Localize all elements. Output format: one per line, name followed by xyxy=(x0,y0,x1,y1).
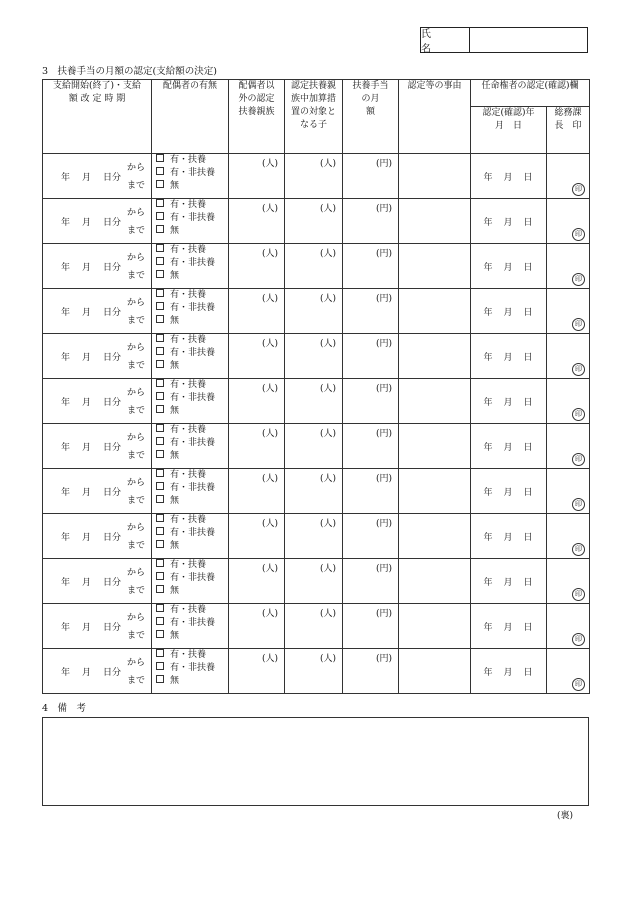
period-cell[interactable]: 年 月 日分 から まで xyxy=(43,514,152,559)
col-monthly: 扶養手当の月 額 xyxy=(343,80,399,154)
table-row xyxy=(43,334,590,379)
checkbox[interactable] xyxy=(156,392,164,400)
checkbox[interactable] xyxy=(156,225,164,233)
col-auth-date: 認定(確認)年 月 日 xyxy=(471,107,547,154)
seal-icon: 印 xyxy=(572,633,585,646)
seal-cell[interactable] xyxy=(547,514,590,559)
spouse-cell: 有・扶養 有・非扶養 無 xyxy=(152,424,229,469)
col-authority: 任命権者の認定(確認)欄 xyxy=(471,80,590,107)
dependents-cell[interactable]: (人) xyxy=(229,244,285,289)
seal-icon: 印 xyxy=(572,318,585,331)
dependents-cell[interactable]: (人) xyxy=(229,469,285,514)
checkbox[interactable] xyxy=(156,540,164,548)
children-cell[interactable]: (人) xyxy=(285,334,343,379)
spouse-cell: 有・扶養 有・非扶養 無 xyxy=(152,469,229,514)
monthly-cell[interactable]: (円) xyxy=(343,199,399,244)
spouse-cell: 有・扶養 有・非扶養 無 xyxy=(152,334,229,379)
monthly-cell[interactable]: (円) xyxy=(343,649,399,694)
table-row xyxy=(43,559,590,604)
auth-date-cell[interactable]: 年 月 日 xyxy=(471,244,547,289)
checkbox[interactable] xyxy=(156,604,164,612)
children-cell[interactable]: (人) xyxy=(285,199,343,244)
reason-cell[interactable] xyxy=(399,469,471,514)
remarks-field[interactable] xyxy=(42,717,589,806)
auth-date-cell[interactable]: 年 月 日 xyxy=(471,559,547,604)
period-cell[interactable]: 年 月 日分 から まで xyxy=(43,154,152,199)
reason-cell[interactable] xyxy=(399,199,471,244)
checkbox[interactable] xyxy=(156,437,164,445)
checkbox[interactable] xyxy=(156,405,164,413)
auth-date-cell[interactable]: 年 月 日 xyxy=(471,379,547,424)
seal-cell[interactable] xyxy=(547,424,590,469)
spouse-cell: 有・扶養 有・非扶養 無 xyxy=(152,154,229,199)
seal-cell[interactable] xyxy=(547,379,590,424)
reason-cell[interactable] xyxy=(399,559,471,604)
monthly-cell[interactable]: (円) xyxy=(343,604,399,649)
reason-cell[interactable] xyxy=(399,379,471,424)
checkbox[interactable] xyxy=(156,334,164,342)
period-cell[interactable]: 年 月 日分 から まで xyxy=(43,469,152,514)
monthly-cell[interactable]: (円) xyxy=(343,424,399,469)
checkbox[interactable] xyxy=(156,315,164,323)
col-period: 支給開始(終了)・支給額 改 定 時 期 xyxy=(43,80,152,154)
seal-cell[interactable] xyxy=(547,154,590,199)
period-cell[interactable]: 年 月 日分 から まで xyxy=(43,289,152,334)
period-cell[interactable]: 年 月 日分 から まで xyxy=(43,604,152,649)
dependents-cell[interactable]: (人) xyxy=(229,514,285,559)
period-cell[interactable]: 年 月 日分 から まで xyxy=(43,334,152,379)
seal-cell[interactable] xyxy=(547,559,590,604)
checkbox[interactable] xyxy=(156,675,164,683)
checkbox[interactable] xyxy=(156,617,164,625)
dependents-cell[interactable]: (人) xyxy=(229,289,285,334)
table-row xyxy=(43,514,590,559)
checkbox[interactable] xyxy=(156,424,164,432)
auth-date-cell[interactable]: 年 月 日 xyxy=(471,154,547,199)
seal-icon: 印 xyxy=(572,543,585,556)
checkbox[interactable] xyxy=(156,167,164,175)
allowance-table xyxy=(42,79,590,694)
dependents-cell[interactable]: (人) xyxy=(229,604,285,649)
dependents-cell[interactable]: (人) xyxy=(229,379,285,424)
seal-icon: 印 xyxy=(572,228,585,241)
col-spouse: 配偶者の有無 xyxy=(152,80,229,154)
dependents-cell[interactable]: (人) xyxy=(229,154,285,199)
checkbox[interactable] xyxy=(156,649,164,657)
monthly-cell[interactable]: (円) xyxy=(343,334,399,379)
page-side-label: (裏) xyxy=(557,811,574,821)
monthly-cell[interactable]: (円) xyxy=(343,244,399,289)
checkbox[interactable] xyxy=(156,469,164,477)
checkbox[interactable] xyxy=(156,379,164,387)
checkbox[interactable] xyxy=(156,199,164,207)
dependents-cell[interactable]: (人) xyxy=(229,424,285,469)
monthly-cell[interactable]: (円) xyxy=(343,469,399,514)
children-cell[interactable]: (人) xyxy=(285,514,343,559)
name-box xyxy=(420,27,588,53)
auth-date-cell[interactable]: 年 月 日 xyxy=(471,334,547,379)
spouse-cell: 有・扶養 有・非扶養 無 xyxy=(152,649,229,694)
dependents-cell[interactable]: (人) xyxy=(229,199,285,244)
checkbox[interactable] xyxy=(156,244,164,252)
checkbox[interactable] xyxy=(156,482,164,490)
seal-icon: 印 xyxy=(572,363,585,376)
period-cell[interactable]: 年 月 日分 から まで xyxy=(43,244,152,289)
checkbox[interactable] xyxy=(156,450,164,458)
table-row xyxy=(43,379,590,424)
seal-cell[interactable] xyxy=(547,649,590,694)
reason-cell[interactable] xyxy=(399,244,471,289)
seal-icon: 印 xyxy=(572,273,585,286)
col-auth-seal: 総務課長 印 xyxy=(547,107,590,154)
reason-cell[interactable] xyxy=(399,424,471,469)
children-cell[interactable]: (人) xyxy=(285,379,343,424)
spouse-cell: 有・扶養 有・非扶養 無 xyxy=(152,559,229,604)
name-label: 氏 名 xyxy=(421,28,470,52)
checkbox[interactable] xyxy=(156,495,164,503)
period-cell[interactable]: 年 月 日分 から まで xyxy=(43,379,152,424)
col-reason: 認定等の事由 xyxy=(399,80,471,154)
children-cell[interactable]: (人) xyxy=(285,424,343,469)
auth-date-cell[interactable]: 年 月 日 xyxy=(471,604,547,649)
spouse-cell: 有・扶養 有・非扶養 無 xyxy=(152,379,229,424)
table-row xyxy=(43,469,590,514)
checkbox[interactable] xyxy=(156,559,164,567)
children-cell[interactable]: (人) xyxy=(285,604,343,649)
checkbox[interactable] xyxy=(156,347,164,355)
monthly-cell[interactable]: (円) xyxy=(343,289,399,334)
checkbox[interactable] xyxy=(156,212,164,220)
checkbox[interactable] xyxy=(156,630,164,638)
spouse-cell: 有・扶養 有・非扶養 無 xyxy=(152,289,229,334)
period-cell[interactable]: 年 月 日分 から まで xyxy=(43,199,152,244)
checkbox[interactable] xyxy=(156,360,164,368)
checkbox[interactable] xyxy=(156,585,164,593)
col-dependents: 配偶者以外の認定扶養親族 xyxy=(229,80,285,154)
dependents-cell[interactable]: (人) xyxy=(229,559,285,604)
seal-cell[interactable] xyxy=(547,469,590,514)
monthly-cell[interactable]: (円) xyxy=(343,154,399,199)
auth-date-cell[interactable]: 年 月 日 xyxy=(471,469,547,514)
table-row xyxy=(43,199,590,244)
monthly-cell[interactable]: (円) xyxy=(343,559,399,604)
reason-cell[interactable] xyxy=(399,154,471,199)
monthly-cell[interactable]: (円) xyxy=(343,514,399,559)
children-cell[interactable]: (人) xyxy=(285,244,343,289)
table-row xyxy=(43,424,590,469)
spouse-cell: 有・扶養 有・非扶養 無 xyxy=(152,514,229,559)
checkbox[interactable] xyxy=(156,662,164,670)
children-cell[interactable]: (人) xyxy=(285,469,343,514)
spouse-cell: 有・扶養 有・非扶養 無 xyxy=(152,199,229,244)
reason-cell[interactable] xyxy=(399,289,471,334)
checkbox[interactable] xyxy=(156,180,164,188)
period-cell[interactable]: 年 月 日分 から まで xyxy=(43,649,152,694)
checkbox[interactable] xyxy=(156,527,164,535)
children-cell[interactable]: (人) xyxy=(285,154,343,199)
checkbox[interactable] xyxy=(156,154,164,162)
section3-title: 3 扶養手当の月額の認定(支給額の決定) xyxy=(42,66,217,77)
checkbox[interactable] xyxy=(156,289,164,297)
seal-icon: 印 xyxy=(572,183,585,196)
children-cell[interactable]: (人) xyxy=(285,649,343,694)
reason-cell[interactable] xyxy=(399,334,471,379)
auth-date-cell[interactable]: 年 月 日 xyxy=(471,649,547,694)
children-cell[interactable]: (人) xyxy=(285,559,343,604)
section4-title: 4 備 考 xyxy=(42,703,87,714)
table-row xyxy=(43,244,590,289)
table-row xyxy=(43,649,590,694)
period-cell[interactable]: 年 月 日分 から まで xyxy=(43,424,152,469)
reason-cell[interactable] xyxy=(399,514,471,559)
seal-icon: 印 xyxy=(572,453,585,466)
seal-cell[interactable] xyxy=(547,244,590,289)
checkbox[interactable] xyxy=(156,257,164,265)
table-row xyxy=(43,154,590,199)
seal-cell[interactable] xyxy=(547,289,590,334)
checkbox[interactable] xyxy=(156,270,164,278)
seal-icon: 印 xyxy=(572,678,585,691)
seal-icon: 印 xyxy=(572,588,585,601)
auth-date-cell[interactable]: 年 月 日 xyxy=(471,289,547,334)
auth-date-cell[interactable]: 年 月 日 xyxy=(471,199,547,244)
table-row xyxy=(43,289,590,334)
dependents-cell[interactable]: (人) xyxy=(229,334,285,379)
reason-cell[interactable] xyxy=(399,649,471,694)
spouse-cell: 有・扶養 有・非扶養 無 xyxy=(152,244,229,289)
checkbox[interactable] xyxy=(156,302,164,310)
col-children: 認定扶養親族中加算措置の対象となる子 xyxy=(285,80,343,154)
checkbox[interactable] xyxy=(156,572,164,580)
seal-cell[interactable] xyxy=(547,334,590,379)
seal-icon: 印 xyxy=(572,498,585,511)
dependents-cell[interactable]: (人) xyxy=(229,649,285,694)
monthly-cell[interactable]: (円) xyxy=(343,379,399,424)
period-cell[interactable]: 年 月 日分 から まで xyxy=(43,559,152,604)
reason-cell[interactable] xyxy=(399,604,471,649)
seal-cell[interactable] xyxy=(547,199,590,244)
table-row xyxy=(43,604,590,649)
spouse-cell: 有・扶養 有・非扶養 無 xyxy=(152,604,229,649)
children-cell[interactable]: (人) xyxy=(285,289,343,334)
seal-icon: 印 xyxy=(572,408,585,421)
checkbox[interactable] xyxy=(156,514,164,522)
auth-date-cell[interactable]: 年 月 日 xyxy=(471,514,547,559)
auth-date-cell[interactable]: 年 月 日 xyxy=(471,424,547,469)
seal-cell[interactable] xyxy=(547,604,590,649)
